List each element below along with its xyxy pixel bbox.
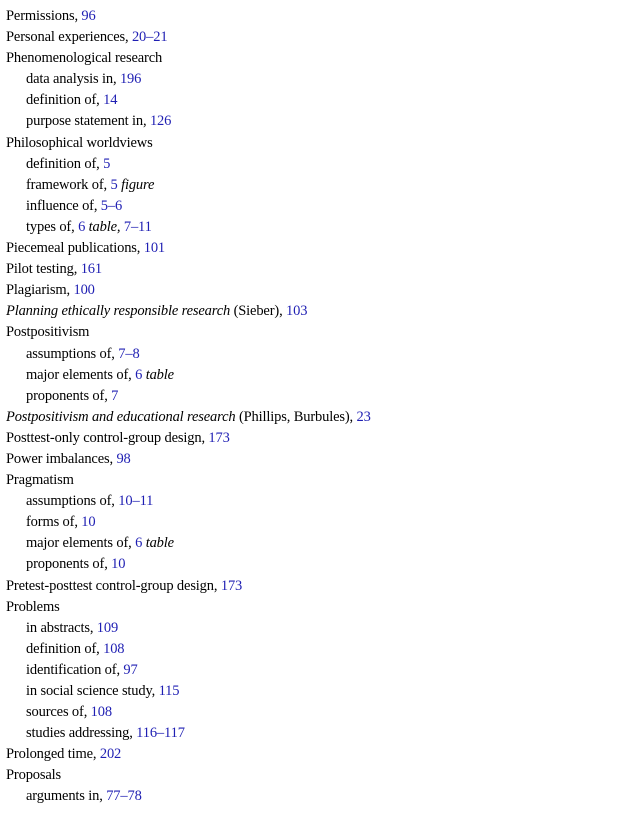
entry-text: types of, [26, 218, 79, 235]
index-subentry [6, 786, 632, 807]
entry-text: Phenomenological research [6, 50, 163, 67]
index-subentry [6, 175, 632, 196]
entry-text: Permissions, [6, 8, 82, 24]
entry-text: major elements of, [26, 366, 136, 383]
entry-text: Pretest-posttest control-group design, [6, 577, 221, 594]
page-reference-link[interactable]: 96 [81, 8, 96, 24]
page-reference-link[interactable]: 7–11 [123, 218, 152, 235]
page-reference-link[interactable]: 77–78 [106, 788, 142, 805]
entry-text: data analysis in, [26, 71, 120, 88]
index-subentry [6, 554, 632, 575]
index-entry [6, 259, 632, 280]
entry-text: influence of, [26, 197, 101, 214]
entry-text: definition of, [26, 640, 104, 657]
page-reference-link[interactable]: 23 [356, 408, 371, 425]
page-reference-link[interactable]: 20–21 [131, 29, 168, 46]
index-entry [6, 280, 632, 301]
entry-text: sources of, [26, 704, 91, 721]
index-subentry [6, 491, 632, 512]
entry-text: Personal experiences, [6, 29, 132, 46]
entry-text: in abstracts, [26, 619, 97, 636]
entry-text: Power imbalances, [6, 450, 117, 467]
entry-text: Piecemeal publications, [6, 240, 144, 257]
page-reference-link[interactable]: 6 [78, 218, 86, 235]
entry-text: Prolonged time, [6, 746, 100, 763]
page-reference-link[interactable]: 98 [116, 450, 131, 467]
italic-term: table [145, 366, 174, 383]
index-subentry [6, 196, 632, 217]
entry-text: identification of, [26, 661, 124, 678]
entry-text: major elements of, [26, 535, 136, 552]
page-reference-link[interactable]: 10–11 [118, 493, 154, 510]
index-entry [6, 597, 632, 618]
entry-text: Posttest-only control-group design, [6, 429, 209, 446]
page-reference-link[interactable]: 100 [73, 282, 95, 299]
index-subentry [6, 639, 632, 660]
entry-text: assumptions of, [26, 345, 119, 362]
index-entry [6, 449, 632, 470]
page-reference-link[interactable]: 108 [90, 704, 112, 721]
page-reference-link[interactable]: 6 [135, 366, 143, 383]
index-subentry [6, 702, 632, 723]
entry-text: proponents of, [26, 556, 112, 573]
italic-term: Planning ethically responsible research [6, 303, 231, 320]
page-reference-link[interactable]: 5–6 [100, 197, 123, 214]
page-reference-link[interactable]: 10 [81, 514, 96, 531]
entry-text: definition of, [26, 155, 104, 172]
entry-text: definition of, [26, 92, 104, 109]
entry-text: framework of, [26, 176, 111, 193]
index-subentry [6, 386, 632, 407]
index-entry [6, 48, 632, 69]
entry-text: Proposals [6, 767, 62, 784]
index-entry [6, 428, 632, 449]
page-reference-link[interactable]: 101 [143, 240, 166, 257]
page-reference-link[interactable]: 7 [111, 387, 119, 404]
index-subentry [6, 217, 632, 238]
page-reference-link[interactable]: 202 [99, 746, 122, 763]
index-subentry [6, 618, 632, 639]
page-reference-link[interactable]: 109 [96, 619, 119, 636]
index-subentry [6, 344, 632, 365]
index-subentry [6, 723, 632, 744]
entry-text: Pragmatism [6, 472, 74, 489]
page-reference-link[interactable]: 97 [123, 661, 138, 678]
italic-term: figure [121, 176, 155, 193]
index-entry [6, 322, 632, 343]
index-subentry [6, 111, 632, 132]
page-reference-link[interactable]: 173 [220, 577, 243, 594]
index-entry [6, 407, 632, 428]
page-reference-link[interactable]: 196 [119, 71, 142, 88]
page-reference-link[interactable]: 161 [80, 261, 103, 278]
entry-text: assumptions of, [26, 493, 119, 510]
page-reference-link[interactable]: 115 [158, 683, 180, 699]
page-reference-link[interactable]: 14 [103, 92, 118, 109]
italic-term: table, [88, 218, 121, 235]
page-reference-link[interactable]: 10 [111, 556, 126, 573]
page-reference-link[interactable]: 116–117 [136, 725, 185, 742]
index-entry [6, 6, 632, 27]
index-page [6, 6, 632, 808]
index-subentry [6, 512, 632, 533]
index-subentry [6, 365, 632, 386]
entry-text: (Sieber), [230, 303, 287, 320]
page-reference-link[interactable]: 5 [110, 176, 118, 193]
page-reference-link[interactable]: 103 [286, 303, 308, 320]
page-reference-link[interactable]: 173 [208, 429, 230, 446]
entry-text: Philosophical worldviews [6, 134, 153, 151]
entry-text: arguments in, [26, 788, 107, 805]
index-entry [6, 744, 632, 765]
italic-term: Postpositivism and educational research [6, 408, 236, 425]
entry-text: purpose statement in, [26, 113, 150, 130]
index-subentry [6, 154, 632, 175]
index-entry [6, 765, 632, 786]
index-entry [6, 301, 632, 322]
index-subentry [6, 90, 632, 111]
index-entry [6, 576, 632, 597]
page-reference-link[interactable]: 108 [103, 640, 125, 657]
index-subentry [6, 533, 632, 554]
index-entry [6, 133, 632, 154]
page-reference-link[interactable]: 7–8 [118, 345, 140, 362]
index-subentry [6, 681, 632, 702]
index-entry [6, 27, 632, 48]
entry-text: proponents of, [26, 387, 112, 404]
entry-text: (Phillips, Burbules), [235, 408, 357, 425]
index-subentry [6, 660, 632, 681]
entry-text: forms of, [26, 514, 82, 531]
index-subentry [6, 69, 632, 90]
page-reference-link[interactable]: 5 [103, 155, 111, 172]
index-entry [6, 470, 632, 491]
entry-text: in social science study, [26, 683, 159, 699]
entry-text: Postpositivism [6, 324, 90, 341]
entry-text: Pilot testing, [6, 261, 81, 278]
entry-text: Problems [6, 598, 60, 615]
entry-text: studies addressing, [26, 725, 137, 742]
entry-text: Plagiarism, [6, 282, 74, 299]
page-reference-link[interactable]: 6 [135, 535, 143, 552]
page-reference-link[interactable]: 126 [149, 113, 172, 130]
index-entry [6, 238, 632, 259]
italic-term: table [145, 535, 174, 552]
